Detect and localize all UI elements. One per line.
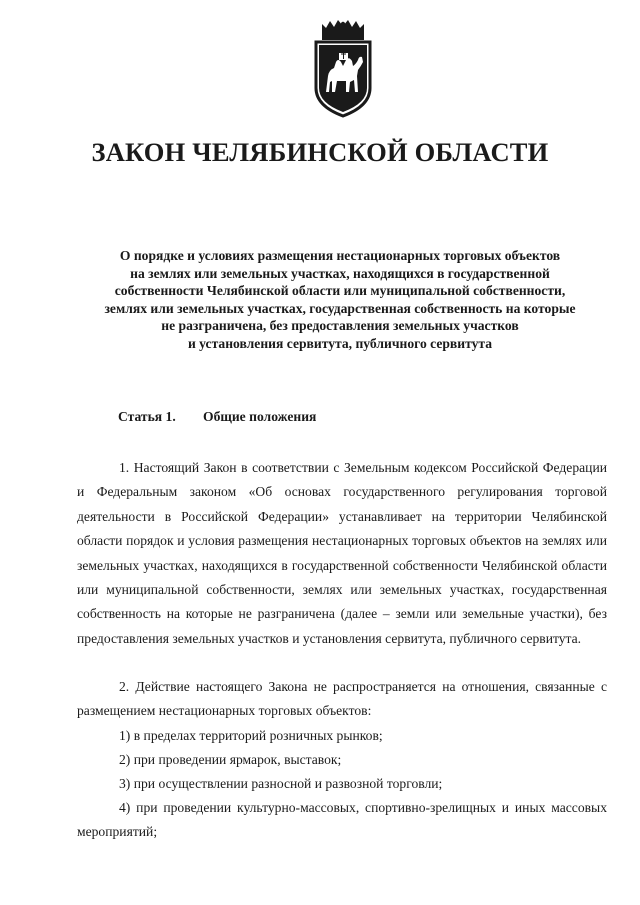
list-item: 3) при осуществлении разносной и развозной торговли; [119,776,443,791]
subtitle-line: землях или земельных участках, государственная собственность на которые [104,300,576,316]
law-subtitle [80,247,600,352]
list-item: 1) в пределах территорий розничных рынков; [119,728,383,743]
page-title: ЗАКОН ЧЕЛЯБИНСКОЙ ОБЛАСТИ [91,137,549,167]
article-title: Общие положения [203,409,317,424]
list-item: 4) при проведении культурно-массовых, спортивно-зрелищных и иных массовых мероприятий; [77,800,607,840]
paragraph-1: 1. Настоящий Закон в соответствии с Земельным кодексом Российской Федерации и Федеральным законом «Об основах государственного регулирования торговой деятельности в Российской Федерации» устанавливает на территории Челябинской области порядок и условия размещения нестационарных торговых объектов на землях или земельных участках, находящихся в государственной собственности Челябинской области или муниципальной собственности, землях или земельных участках, государственная собственность на которые не разграничена (далее – земли или земельные участки), без предоставления земельных участков и установления сервитута, публичного сервитута. [77,460,607,646]
list-item: 2) при проведении ярмарок, выставок; [119,752,342,767]
subtitle-line: собственности Челябинской области или муниципальной собственности, [114,283,566,298]
subtitle-line: и установления сервитута, публичного сервитута [187,335,493,351]
article-heading [118,409,316,425]
subtitle-line: на землях или земельных участках, находящихся в государственной [130,265,550,281]
paragraph-2: 2. Действие настоящего Закона не распространяется на отношения, связанные с размещением нестационарных торговых объектов: [77,679,607,719]
subtitle-line: не разграничена, без предоставления земельных участков [161,318,519,333]
coat-of-arms-icon [308,18,378,118]
subtitle-line: О порядке и условиях размещения нестационарных торговых объектов [119,248,561,263]
article-number: Статья 1. [118,409,176,424]
